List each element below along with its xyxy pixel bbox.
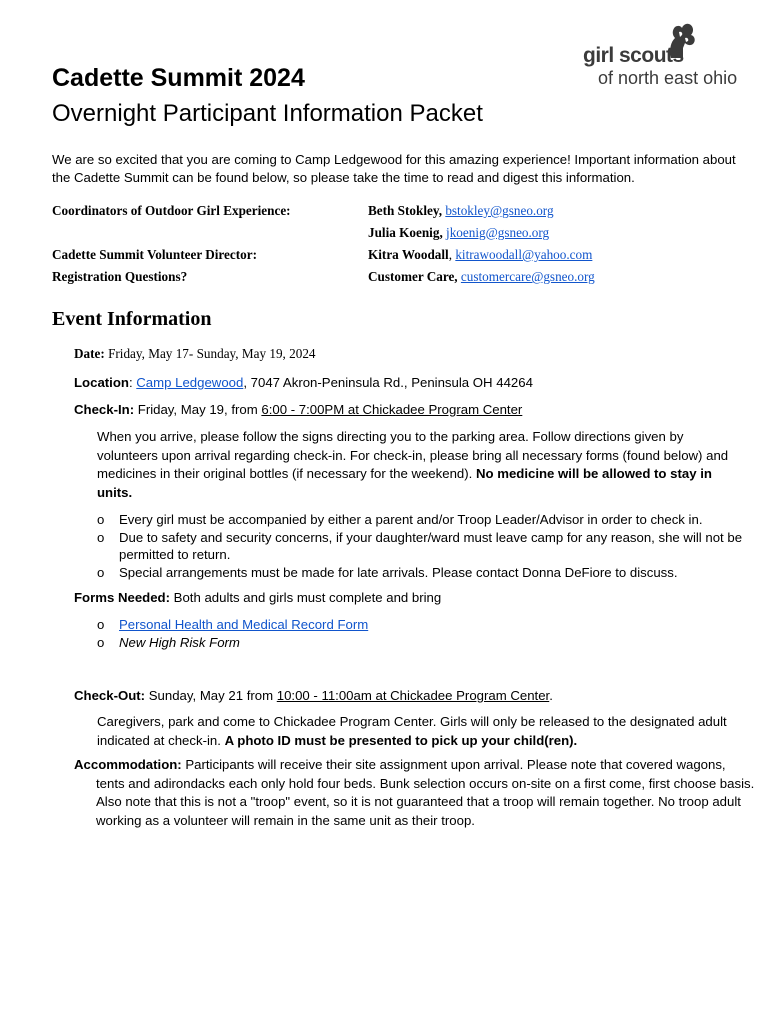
volunteer-director-label: Cadette Summit Volunteer Director:: [52, 247, 257, 262]
page-title: Cadette Summit 2024: [52, 64, 305, 92]
list-item-text: Special arrangements must be made for late arrivals. Please contact Donna DeFiore to discuss.: [119, 564, 678, 580]
contact-name: Customer Care,: [368, 269, 461, 284]
logo-title: girl scouts: [583, 44, 684, 67]
location-label: Location: [74, 375, 129, 390]
checkout-date: Sunday, May 21 from: [145, 688, 277, 703]
contact-value: [368, 203, 554, 219]
arrival-paragraph: [97, 428, 745, 502]
forms-needed-label: Forms Needed:: [74, 590, 170, 605]
high-risk-form: New High Risk Form: [119, 634, 240, 650]
checkin-requirements-list: [97, 511, 745, 581]
contact-value: [368, 247, 592, 263]
forms-needed-line: [74, 590, 441, 605]
checkout-text: Caregivers, park and come to Chickadee Program Center. Girls will only be released to the designated adult indicated at check-in.: [97, 714, 727, 748]
accommodation-text: Participants will receive their site assignment upon arrival. Please note that covered wagons, tents and adirondacks each only hold four beds. Bunk selection occurs on-site on a first come, first choose basis. Also note that this is not a "troop" event, so it is not guaranteed that a troop will remain together. No troop adult working as a volunteer will remain in the same unit as their troop.: [96, 757, 755, 828]
email-link[interactable]: kitrawoodall@yahoo.com: [455, 247, 593, 262]
list-item: [97, 634, 745, 652]
checkout-line: [74, 688, 553, 703]
list-item: [97, 529, 745, 564]
email-link[interactable]: jkoenig@gsneo.org: [446, 225, 550, 240]
location-address: , 7047 Akron-Peninsula Rd., Peninsula OH 44264: [243, 375, 533, 390]
checkin-label: Check-In:: [74, 402, 135, 417]
checkin-line: [74, 402, 522, 417]
list-item: [97, 564, 745, 582]
email-link[interactable]: bstokley@gsneo.org: [445, 203, 554, 218]
checkin-date: Friday, May 19, from: [134, 402, 262, 417]
girl-scouts-logo: [583, 16, 748, 88]
list-item-text: Every girl must be accompanied by either a parent and/or Troop Leader/Advisor in order to check in.: [119, 512, 703, 527]
date-label: Date:: [74, 346, 105, 361]
contact-name: Kitra Woodall: [368, 247, 449, 262]
intro-paragraph: We are so excited that you are coming to Camp Ledgewood for this amazing experience! Important information about the Cadette Summit can be found below, so please take the time to read and digest this information.: [52, 152, 736, 185]
registration-label: Registration Questions?: [52, 269, 188, 284]
contact-separator: ,: [448, 247, 456, 262]
checkin-time-place: 6:00 - 7:00PM at Chickadee Program Center: [261, 402, 523, 417]
page-subtitle: Overnight Participant Information Packet: [52, 100, 483, 127]
list-item: [97, 511, 745, 529]
email-link[interactable]: customercare@gsneo.org: [460, 269, 595, 284]
arrival-text: When you arrive, please follow the signs directing you to the parking area. Follow directions given by volunteers upon arrival regarding check-in. For check-in, please bring all necessary forms (found below) and medicines in their original bottles (if necessary for the weekend).: [97, 429, 729, 481]
forms-needed-text: Both adults and girls must complete and bring: [170, 590, 442, 605]
checkout-label: Check-Out:: [74, 688, 146, 703]
location-colon: :: [128, 375, 137, 390]
photo-id-warning: A photo ID must be presented to pick up your child(ren).: [224, 732, 578, 748]
date-value: Friday, May 17- Sunday, May 19, 2024: [104, 346, 316, 361]
coordinators-label: Coordinators of Outdoor Girl Experience:: [52, 203, 291, 218]
contact-value: [368, 225, 549, 241]
location-line: [74, 375, 533, 390]
contact-name: Julia Koenig,: [368, 225, 447, 240]
bullet-marker: o: [97, 564, 105, 580]
accommodation-paragraph: [74, 756, 756, 830]
bullet-marker: o: [97, 512, 105, 527]
medicine-warning: No medicine will be allowed to stay in units.: [97, 466, 712, 500]
contact-value: [368, 269, 595, 285]
checkout-paragraph: [97, 713, 745, 750]
event-information-heading: Event Information: [52, 308, 212, 330]
accommodation-label: Accommodation:: [74, 757, 182, 772]
bullet-marker: o: [97, 634, 105, 650]
forms-list: [97, 616, 745, 651]
date-line: [74, 346, 316, 362]
health-form-link[interactable]: Personal Health and Medical Record Form: [119, 617, 369, 632]
list-item-text: Due to safety and security concerns, if your daughter/ward must leave camp for any reason, she will not be permitted to return.: [119, 529, 743, 562]
bullet-marker: o: [97, 617, 105, 632]
camp-ledgewood-link[interactable]: Camp Ledgewood: [136, 375, 244, 390]
checkout-time-place: 10:00 - 11:00am at Chickadee Program Center: [276, 688, 550, 703]
bullet-marker: o: [97, 529, 105, 545]
checkout-period: .: [549, 688, 553, 703]
contact-name: Beth Stokley,: [368, 203, 446, 218]
list-item: [97, 616, 745, 634]
logo-subtitle: of north east ohio: [598, 68, 738, 88]
